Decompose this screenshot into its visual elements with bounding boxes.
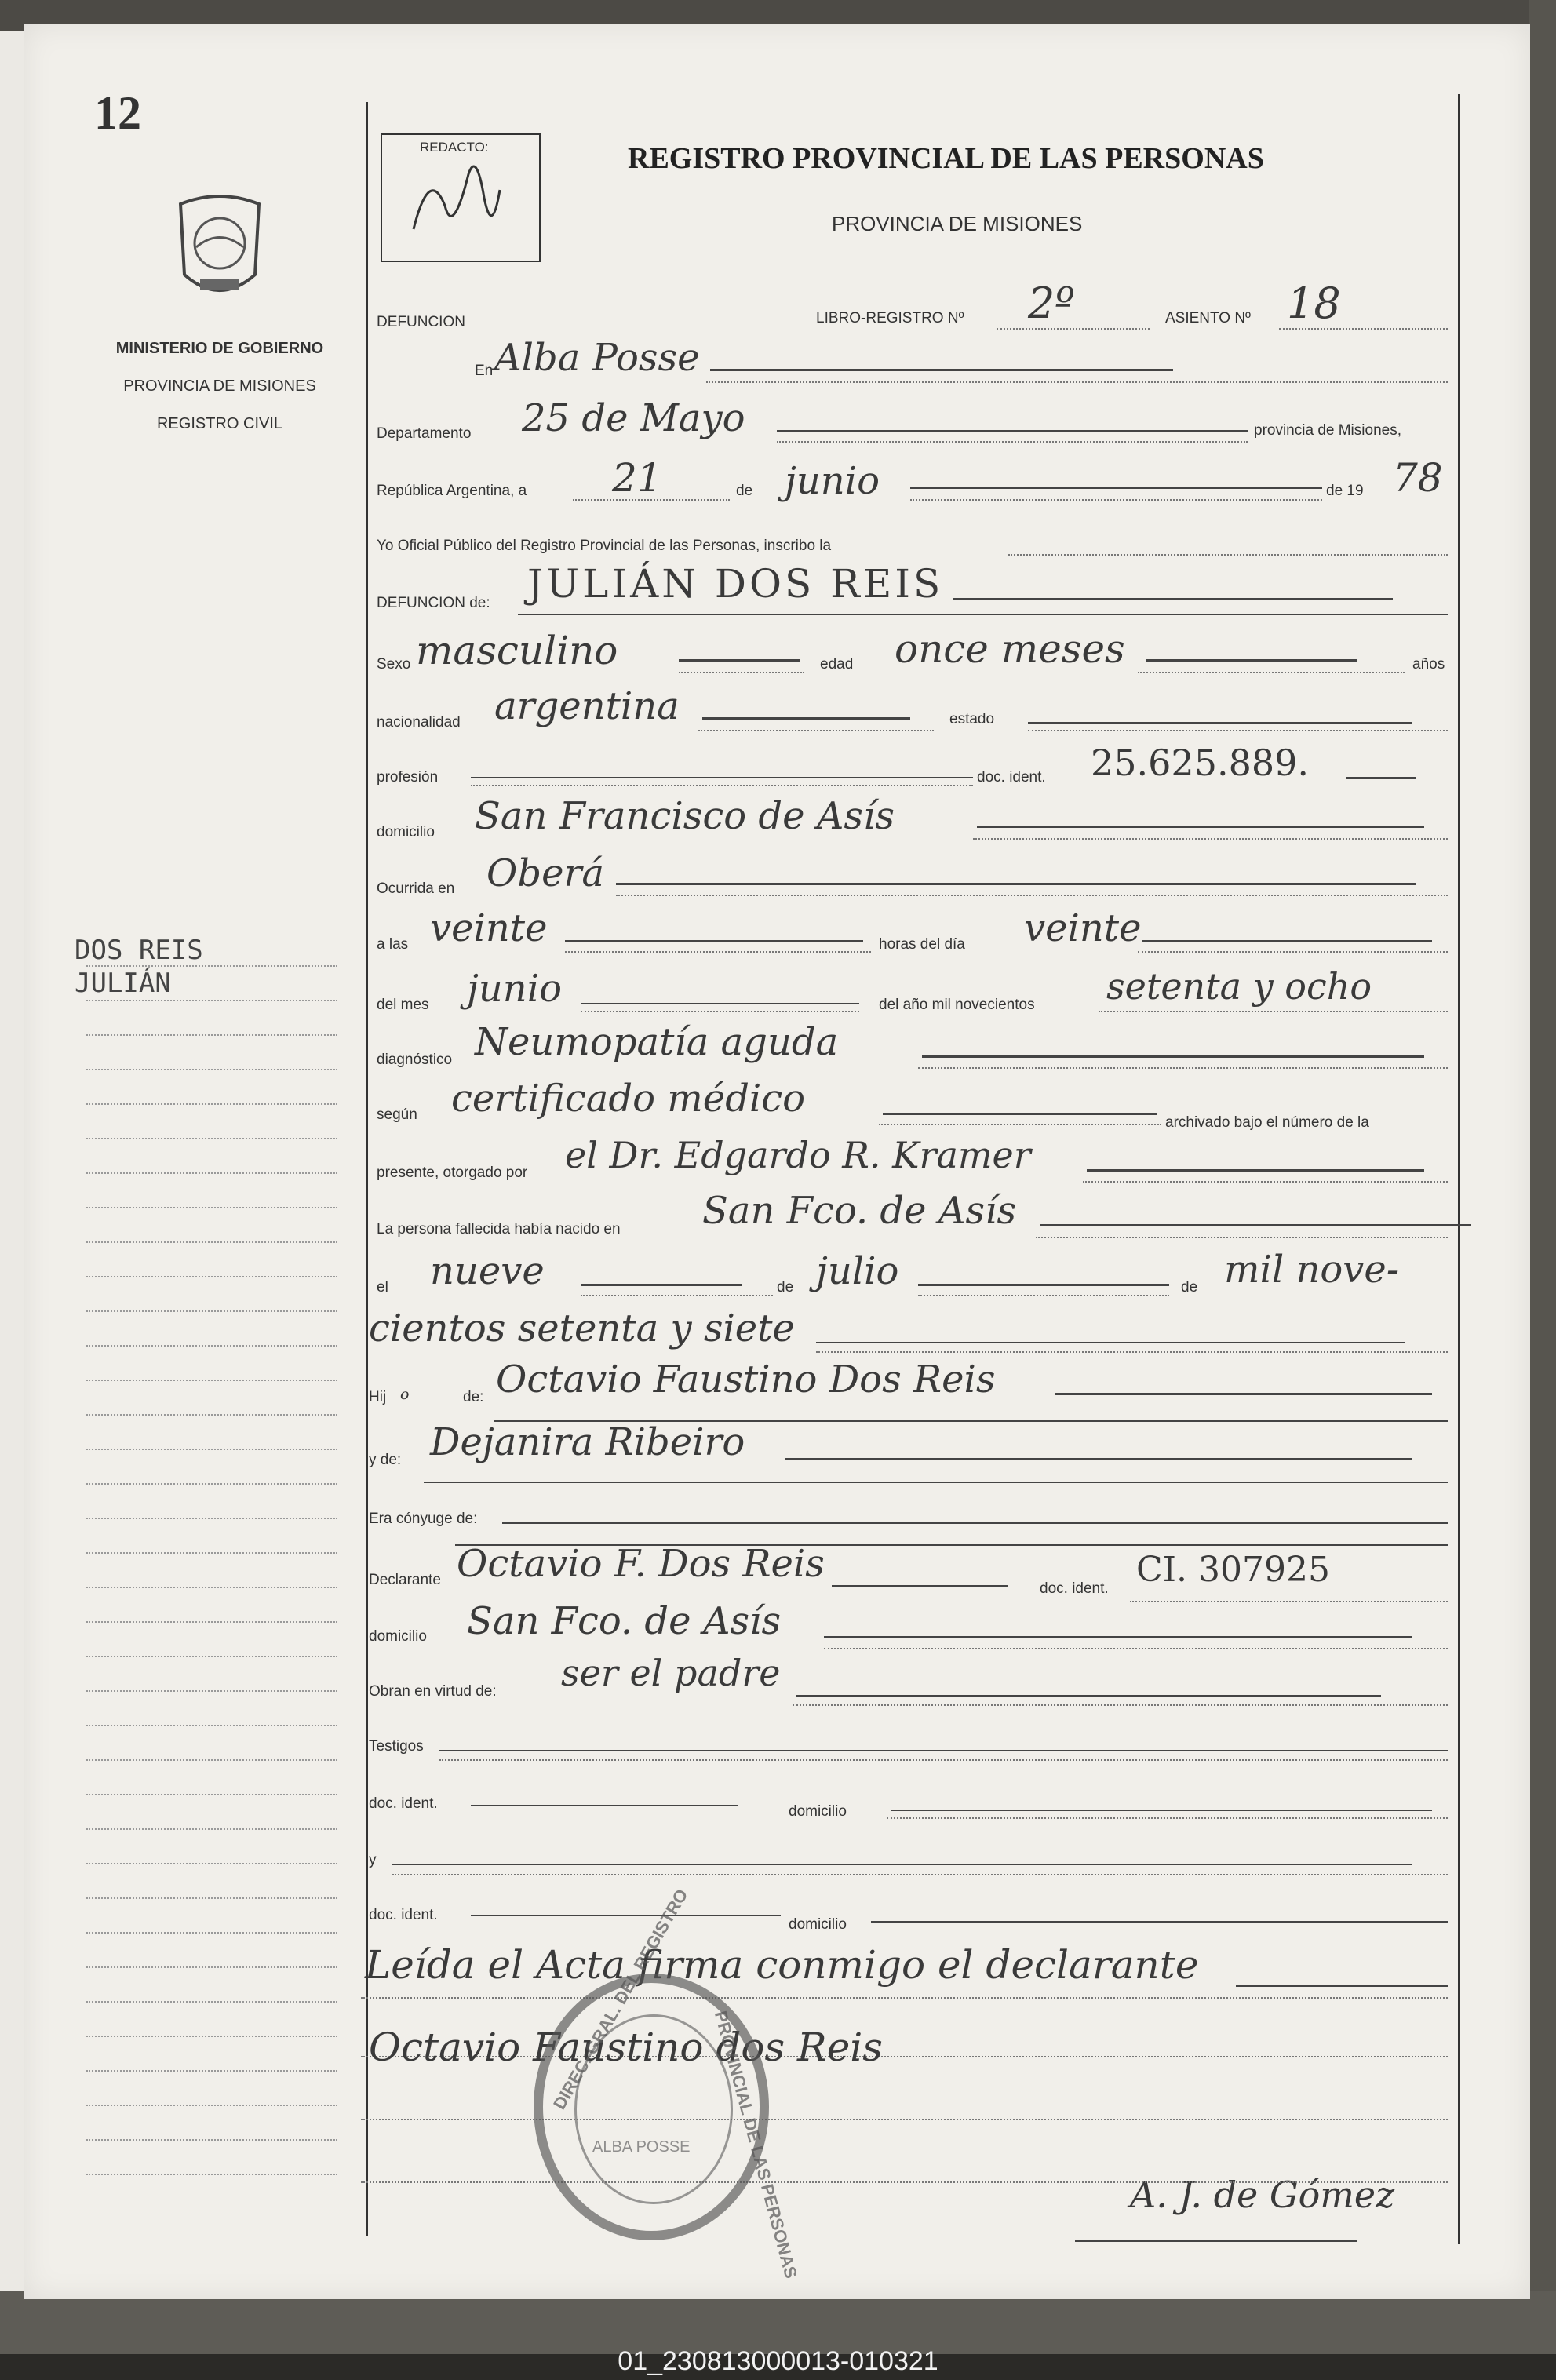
departamento-label: Departamento [377, 425, 472, 442]
nacido-value: San Fco. de Asís [702, 1189, 1017, 1233]
nacido-label: La persona fallecida había nacido en [377, 1221, 621, 1237]
estado-dotted-line [1028, 730, 1448, 731]
conyuge-label: Era cónyuge de: [369, 1511, 478, 1527]
margin-rule-line [86, 1000, 337, 1001]
de3-label: de [1181, 1279, 1198, 1296]
margin-rule-line [86, 2139, 337, 2141]
diagnostico-value: Neumopatía aguda [475, 1020, 839, 1064]
mes-value: junio [785, 459, 880, 503]
nac-mes-dotted-line [918, 1295, 1169, 1296]
obran-dotted-line [793, 1704, 1448, 1706]
padre-dash [1055, 1393, 1432, 1395]
nacionalidad-value: argentina [494, 684, 680, 728]
testigo1-dotted-line [887, 1817, 1448, 1819]
defuncion-de-value: JULIÁN DOS REIS [527, 561, 944, 607]
profesion-dotted-line [471, 785, 973, 786]
closing-dotted-line [361, 1997, 1448, 1999]
declarante-label: Declarante [369, 1572, 441, 1588]
form-right-rule [1458, 94, 1460, 2244]
conyuge-line [502, 1522, 1448, 1524]
margin-rule-line [86, 1587, 337, 1588]
departamento-dash [777, 430, 1248, 432]
testigo2-doc-label: doc. ident. [369, 1907, 438, 1923]
margin-rule-line [86, 1552, 337, 1554]
margin-rule-line [86, 1794, 337, 1795]
el-dotted-line [581, 1295, 773, 1296]
en-value: Alba Posse [494, 336, 700, 380]
oficial-signature-line [1075, 2240, 1357, 2242]
anio-mil-dotted-line [1099, 1011, 1448, 1012]
margin-rule-line [86, 2001, 337, 2003]
margin-rule-line [86, 2036, 337, 2037]
testigo1-domicilio-line [891, 1810, 1432, 1811]
domicilio-value: San Francisco de Asís [475, 794, 895, 838]
margin-rule-line [86, 1897, 337, 1899]
stamp-ring-text-right: PROVINCIAL DE LAS PERSONAS [710, 2009, 802, 2281]
margin-rule-line [86, 1345, 337, 1347]
presente-value: el Dr. Edgardo R. Kramer [565, 1134, 1031, 1176]
libro-label: LIBRO-REGISTRO Nº [816, 310, 964, 326]
el-value: nueve [430, 1249, 545, 1293]
testigo2-doc-line [471, 1915, 781, 1916]
margin-rule-line [86, 965, 337, 967]
image-caption: 01_230813000013-010321 [618, 2346, 938, 2376]
del-mes-value: junio [467, 967, 562, 1011]
closing-dash [1236, 1985, 1448, 1987]
doc-ident-dash [1346, 777, 1416, 779]
form-left-rule [366, 102, 368, 2236]
declarante-doc-label: doc. ident. [1040, 1580, 1109, 1597]
dia-value: 21 [612, 455, 662, 501]
margin-rule-line [86, 1932, 337, 1934]
mes-dash [910, 487, 1322, 489]
edad-label: edad [820, 656, 854, 672]
testigos-line [439, 1750, 1448, 1751]
defuncion-de-label: DEFUNCION de: [377, 595, 490, 611]
anios-label: años [1412, 656, 1445, 672]
testigo1-doc-label: doc. ident. [369, 1795, 438, 1812]
diagnostico-dash [922, 1055, 1424, 1058]
signature-dotted-line-3 [361, 2181, 1448, 2183]
margin-rule-line [86, 1725, 337, 1726]
nacido-dash [1040, 1224, 1471, 1226]
ocurrida-value: Oberá [486, 851, 605, 895]
margin-rule-line [86, 1656, 337, 1657]
margin-rule-line [86, 1483, 337, 1485]
presente-dotted-line [1083, 1181, 1448, 1183]
a-las-dash [565, 940, 863, 942]
margin-rule-line [86, 1518, 337, 1519]
redacto-label: REDACTO: [420, 140, 489, 155]
declarante-domicilio-label: domicilio [369, 1628, 427, 1645]
margin-rule-line [86, 1207, 337, 1208]
presente-dash [1087, 1169, 1424, 1172]
nacionalidad-dotted-line [698, 730, 934, 731]
testigo2-dotted-line [392, 1874, 1448, 1875]
obran-value: ser el padre [561, 1652, 781, 1694]
testigo2-line [392, 1864, 1412, 1865]
horas-label: horas del día [879, 936, 965, 953]
sexo-value: masculino [416, 628, 618, 673]
del-mes-dash [581, 1003, 859, 1004]
de-padre-label: de: [463, 1389, 484, 1405]
margin-rule-line [86, 1241, 337, 1243]
padre-value: Octavio Faustino Dos Reis [496, 1358, 996, 1401]
mes-dotted-line [910, 499, 1322, 501]
estado-dash [1028, 722, 1412, 724]
margin-rule-line [86, 1621, 337, 1623]
margin-rule-line [86, 1449, 337, 1450]
edad-dash [1146, 659, 1357, 662]
nac-anio-dash [816, 1342, 1405, 1343]
testigo2-domicilio-line [871, 1921, 1448, 1923]
testigos-dotted-line [439, 1759, 1448, 1761]
margin-rule-line [86, 1310, 337, 1312]
testigo1-domicilio-label: domicilio [789, 1803, 847, 1820]
margin-rule-line [86, 2070, 337, 2072]
hij-suffix: o [400, 1386, 410, 1403]
libro-dotted-line [997, 328, 1150, 330]
oficial-signature: A. J. de Gómez [1130, 2174, 1395, 2216]
page-subtitle: PROVINCIA DE MISIONES [832, 212, 1083, 235]
yo-oficial-dotted-line [1008, 554, 1448, 556]
hij-label: Hij [369, 1389, 387, 1405]
madre-dash [785, 1458, 1412, 1460]
binder-right-edge [1529, 0, 1556, 2354]
profesion-dash [471, 777, 973, 778]
segun-label: según [377, 1106, 417, 1123]
nac-anio-dotted-line [816, 1351, 1448, 1353]
edad-dotted-line [1138, 672, 1405, 673]
segun-dash [883, 1113, 1157, 1115]
nacionalidad-label: nacionalidad [377, 714, 461, 731]
en-dash [710, 369, 1173, 371]
anio-mil-label: del año mil novecientos [879, 997, 1035, 1013]
ocurrida-dash [616, 883, 1416, 885]
yo-oficial-text: Yo Oficial Público del Registro Provincial de las Personas, inscribo la [377, 538, 832, 554]
el-label: el [377, 1279, 388, 1296]
margin-rule-line [86, 2174, 337, 2175]
diagnostico-label: diagnóstico [377, 1052, 453, 1068]
nac-mes-dash [918, 1284, 1169, 1286]
sexo-dash [679, 659, 800, 662]
page-number: 12 [94, 87, 141, 139]
estado-label: estado [949, 711, 995, 727]
de-label: de [736, 483, 753, 499]
horas-dotted-line [1138, 951, 1448, 953]
margin-rule-line [86, 1759, 337, 1761]
declarante-doc-value: CI. 307925 [1136, 1550, 1330, 1590]
en-label: En [475, 363, 494, 379]
del-mes-label: del mes [377, 997, 429, 1013]
margin-rule-line [86, 1138, 337, 1139]
madre-value: Dejanira Ribeiro [430, 1420, 745, 1464]
republica-label: República Argentina, a [377, 483, 527, 499]
margin-rule-line [86, 1380, 337, 1381]
ministry-line-2: PROVINCIA DE MISIONES [123, 377, 316, 395]
obran-dash [796, 1695, 1381, 1697]
domicilio-dotted-line [973, 838, 1448, 840]
declarante-domicilio-dash [824, 1636, 1412, 1638]
nacionalidad-dash [702, 717, 910, 720]
signature-dotted-line-2 [361, 2119, 1448, 2120]
asiento-dotted-line [1279, 328, 1448, 330]
dia-hw-value: veinte [1024, 906, 1142, 950]
declarante-domicilio-dotted-line [824, 1648, 1448, 1649]
ocurrida-label: Ocurrida en [377, 880, 455, 897]
page-title: REGISTRO PROVINCIAL DE LAS PERSONAS [628, 142, 1264, 175]
edad-value: once meses [895, 626, 1125, 672]
stamp-ring-text-left: DIREC. GRAL. DEL REGISTRO [549, 1886, 692, 2113]
segun-value: certificado médico [451, 1077, 806, 1121]
sexo-label: Sexo [377, 656, 411, 672]
stamp-center-text: ALBA POSSE [592, 2138, 691, 2156]
doc-ident-label: doc. ident. [977, 769, 1046, 785]
y-de-label: y de: [369, 1452, 402, 1468]
diagnostico-dotted-line [918, 1067, 1448, 1069]
horas-dash [1142, 940, 1432, 942]
y-label: y [369, 1852, 377, 1868]
a-las-dotted-line [565, 951, 871, 953]
declarante-dotted-line [1130, 1601, 1448, 1602]
testigo1-doc-line [471, 1805, 738, 1806]
margin-rule-line [86, 1172, 337, 1174]
testigo2-domicilio-label: domicilio [789, 1916, 847, 1933]
doc-ident-value: 25.625.889. [1091, 742, 1309, 784]
declarante-signature: Octavio Faustino dos Reis [369, 2025, 883, 2070]
margin-rule-line [86, 1034, 337, 1036]
provincial-emblem-icon [169, 188, 271, 306]
segun-dotted-line [879, 1124, 1161, 1125]
domicilio-dash [977, 826, 1424, 828]
defuncion-underline [518, 614, 1448, 615]
margin-rule-line [86, 2105, 337, 2106]
dia-dotted-line [573, 499, 730, 501]
a-las-label: a las [377, 936, 409, 953]
binder-bottom-edge [0, 2291, 1556, 2354]
provincia-label: provincia de Misiones, [1254, 422, 1401, 439]
profesion-label: profesión [377, 769, 439, 785]
anio-mil-value: setenta y ocho [1106, 965, 1372, 1008]
obran-label: Obran en virtud de: [369, 1683, 497, 1700]
margin-rule-line [86, 1828, 337, 1830]
nac-anio-continuation: cientos setenta y siete [369, 1307, 795, 1350]
margin-rule-line [86, 1863, 337, 1864]
ocurrida-dotted-line [616, 895, 1448, 896]
declarante-value: Octavio F. Dos Reis [457, 1542, 825, 1586]
margin-rule-line [86, 1069, 337, 1070]
domicilio-label: domicilio [377, 824, 435, 840]
ministry-heading [78, 330, 361, 443]
de19-label: de 19 [1326, 483, 1364, 499]
margin-rule-line [86, 1414, 337, 1416]
el-dash [581, 1284, 742, 1286]
sexo-dotted-line [679, 672, 804, 673]
asiento-label: ASIENTO Nº [1165, 310, 1251, 326]
testigos-label: Testigos [369, 1738, 424, 1755]
asiento-value: 18 [1287, 279, 1341, 328]
libro-value: 2º [1028, 279, 1075, 328]
archivado-label: archivado bajo el número de la [1165, 1114, 1369, 1131]
presente-label: presente, otorgado por [377, 1164, 528, 1181]
margin-rule-line [86, 1276, 337, 1277]
madre-underline [424, 1482, 1448, 1483]
ministry-line-1: MINISTERIO DE GOBIERNO [115, 340, 324, 357]
declarante-domicilio-value: San Fco. de Asís [467, 1599, 782, 1643]
margin-rule-line [86, 1103, 337, 1105]
del-mes-dotted-line [581, 1011, 859, 1012]
nac-mes-value: julio [816, 1249, 899, 1293]
en-dotted-line [706, 381, 1448, 383]
defuncion-label: DEFUNCION [377, 314, 465, 330]
departamento-dotted-line [777, 441, 1248, 443]
closing-line: Leída el Acta firma conmigo el declarante [365, 1942, 1199, 1988]
margin-annotation: DOS REIS JULIÁN [75, 935, 203, 999]
departamento-value: 25 de Mayo [522, 396, 745, 440]
margin-rule-line [86, 1690, 337, 1692]
declarante-dash [832, 1585, 1008, 1587]
ministry-line-3: REGISTRO CIVIL [156, 415, 283, 432]
nac-anio-value: mil nove- [1224, 1248, 1400, 1292]
a-las-value: veinte [430, 906, 548, 950]
margin-rule-line [86, 1966, 337, 1968]
de2-label: de [777, 1279, 794, 1296]
anio-value: 78 [1393, 455, 1443, 501]
defuncion-dash [953, 598, 1393, 600]
nacido-dotted-line [1036, 1237, 1448, 1238]
